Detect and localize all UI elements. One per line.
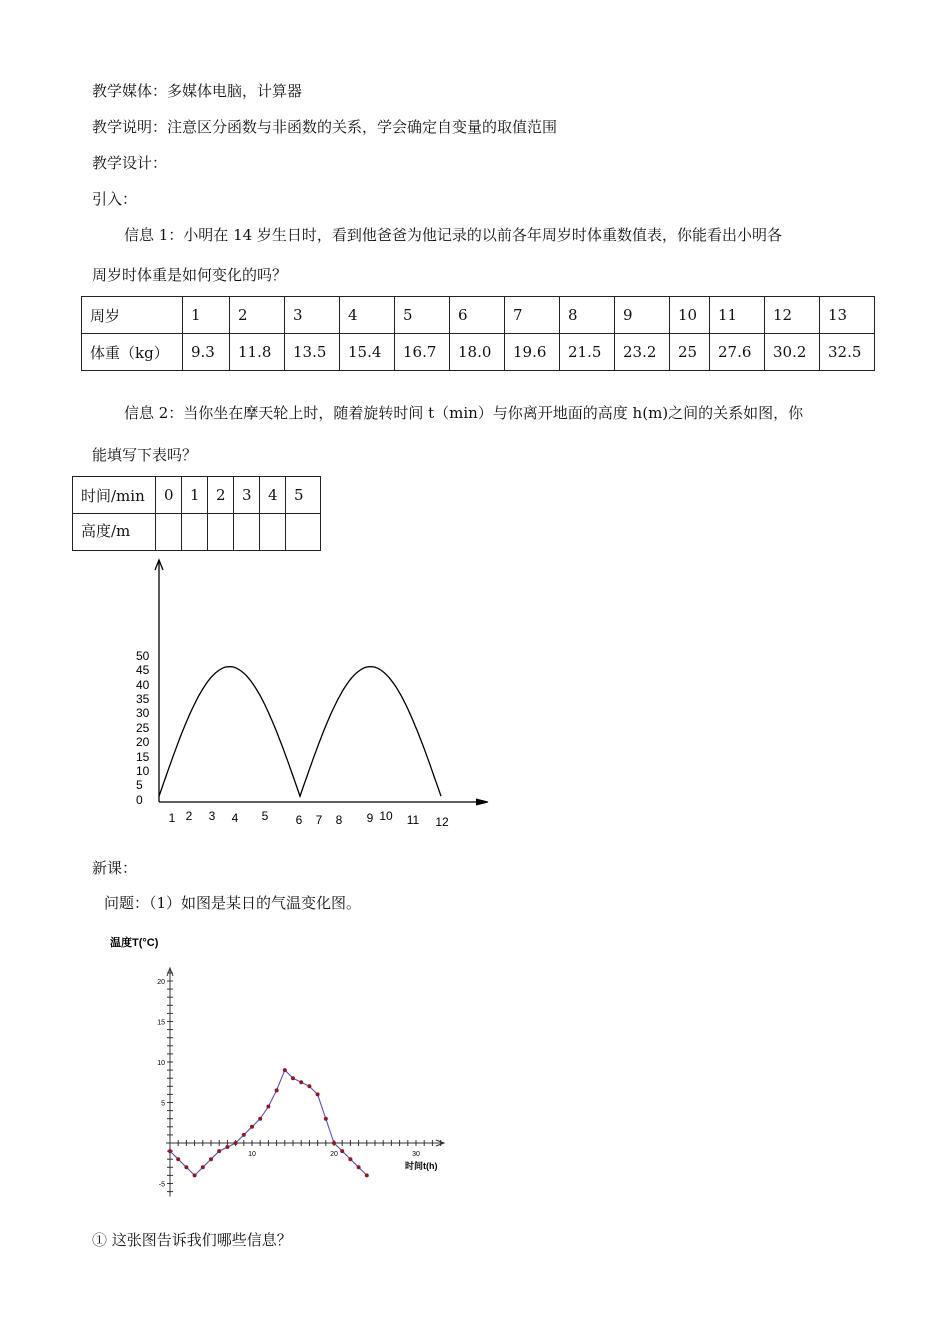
info1-line-b: 周岁时体重是如何变化的吗？ (92, 266, 288, 284)
weight-table-age-cell: 8 (560, 297, 615, 334)
temperature-point (250, 1125, 254, 1129)
weight-table-age-cell: 13 (820, 297, 875, 334)
weight-table-weight-cell: 18.0 (450, 334, 505, 371)
temperature-point (242, 1133, 246, 1137)
height-table-height-cell (286, 514, 321, 551)
temperature-point (184, 1165, 188, 1169)
x-tick-label: 11 (406, 813, 420, 827)
height-table-time-cell: 5 (286, 477, 321, 514)
weight-table-weight-cell: 9.3 (183, 334, 230, 371)
y-tick-label: -5 (158, 1181, 165, 1189)
weight-table-age-cell: 11 (710, 297, 765, 334)
temperature-point (340, 1149, 344, 1153)
temperature-point (266, 1105, 270, 1109)
height-table-time-cell: 0 (156, 477, 182, 514)
x-tick-label: 6 (295, 813, 303, 827)
x-tick-label: 10 (379, 809, 393, 823)
y-axis-title: 温度T(°C) (110, 937, 159, 949)
x-axis-title: 时间t(h) (405, 1161, 438, 1171)
y-tick-label: 5 (161, 1100, 165, 1108)
y-tick-label: 50 (136, 649, 150, 663)
temperature-point (324, 1117, 328, 1121)
x-axis-arrow (476, 799, 488, 805)
height-table-height-cell (260, 514, 286, 551)
x-tick-label: 7 (315, 813, 323, 827)
temperature-point (258, 1117, 262, 1121)
y-tick-label: 20 (157, 979, 165, 986)
temperature-line (170, 1070, 367, 1175)
newlesson-line: 新课： (92, 859, 138, 877)
x-tick-label: 4 (231, 811, 239, 825)
weight-table-weight-cell: 21.5 (560, 334, 615, 371)
temperature-point (225, 1145, 229, 1149)
ferris-wheel-chart (120, 552, 500, 837)
height-table-time-cell: 4 (260, 477, 286, 514)
temperature-point (275, 1088, 279, 1092)
x-tick-label: 2 (185, 809, 193, 823)
weight-table-weight-cell: 11.8 (230, 334, 285, 371)
temperature-point (291, 1076, 295, 1080)
weight-table-age-cell: 7 (505, 297, 560, 334)
weight-table-age-cell: 9 (615, 297, 670, 334)
x-tick-label: 30 (412, 1151, 420, 1158)
height-table-time-cell: 3 (234, 477, 260, 514)
temperature-point (234, 1141, 238, 1145)
y-tick-label: 20 (136, 735, 150, 749)
weight-table-weight-cell: 15.4 (340, 334, 395, 371)
temperature-point (299, 1080, 303, 1084)
weight-table-age-cell: 5 (395, 297, 450, 334)
info2-line-b: 能填写下表吗？ (92, 446, 198, 464)
info1-line-a: 信息 1：小明在 14 岁生日时，看到他爸爸为他记录的以前各年周岁时体重数值表，你能看出小明各 (124, 226, 782, 244)
temperature-point (209, 1157, 213, 1161)
temperature-chart (100, 928, 460, 1203)
temperature-point (193, 1173, 197, 1177)
question-line: 问题：（1）如图是某日的气温变化图。 (104, 894, 362, 912)
temperature-point (176, 1157, 180, 1161)
temperature-point (365, 1173, 369, 1177)
height-table-height-cell (208, 514, 234, 551)
y-tick-label: 10 (157, 1060, 165, 1067)
height-table-height-cell (234, 514, 260, 551)
x-tick-label: 20 (330, 1151, 338, 1158)
temperature-point (201, 1165, 205, 1169)
height-table-height-label: 高度/m (73, 514, 156, 551)
weight-table-weight-cell: 30.2 (765, 334, 820, 371)
weight-table-age-cell: 1 (183, 297, 230, 334)
x-tick-label: 1 (168, 811, 176, 825)
height-table-height-cell (156, 514, 182, 551)
weight-table-age-cell: 2 (230, 297, 285, 334)
weight-table-age-cell: 6 (450, 297, 505, 334)
temperature-point (307, 1084, 311, 1088)
x-tick-label: 3 (208, 809, 216, 823)
weight-table-age-cell: 10 (670, 297, 710, 334)
height-table (72, 476, 321, 551)
y-tick-label: 30 (136, 706, 150, 720)
temperature-point (332, 1141, 336, 1145)
weight-table-weight-cell: 27.6 (710, 334, 765, 371)
weight-table-weight-cell: 16.7 (395, 334, 450, 371)
media-line: 教学媒体：多媒体电脑，计算器 (92, 82, 303, 100)
temperature-point (168, 1149, 172, 1153)
weight-table-weight-cell: 32.5 (820, 334, 875, 371)
y-tick-label: 45 (136, 663, 150, 677)
weight-table-age-label: 周岁 (82, 297, 183, 334)
y-tick-label: 5 (136, 778, 143, 792)
y-tick-label: 15 (157, 1019, 165, 1027)
x-tick-label: 10 (248, 1151, 256, 1158)
intro-line: 引入： (92, 190, 138, 208)
temperature-point (283, 1068, 287, 1072)
weight-table-weight-label: 体重（kg） (82, 334, 183, 371)
y-tick-label: 35 (136, 692, 150, 706)
height-table-time-label: 时间/min (73, 477, 156, 514)
weight-table-age-cell: 4 (340, 297, 395, 334)
y-tick-label: 10 (136, 764, 150, 778)
weight-table-weight-cell: 19.6 (505, 334, 560, 371)
q1-line: ① 这张图告诉我们哪些信息？ (92, 1231, 292, 1249)
y-tick-label: 15 (136, 750, 150, 764)
explain-line: 教学说明：注意区分函数与非函数的关系，学会确定自变量的取值范围 (92, 118, 558, 136)
temperature-point (357, 1165, 361, 1169)
weight-table-age-cell: 3 (285, 297, 340, 334)
weight-table-age-cell: 12 (765, 297, 820, 334)
x-tick-label: 9 (366, 811, 374, 825)
weight-table-weight-cell: 23.2 (615, 334, 670, 371)
design-line: 教学设计： (92, 154, 168, 172)
height-curve (159, 667, 441, 797)
height-table-time-cell: 2 (208, 477, 234, 514)
x-tick-label: 12 (435, 815, 449, 829)
x-tick-label: 5 (261, 809, 269, 823)
temperature-point (348, 1157, 352, 1161)
weight-table (81, 296, 875, 371)
y-tick-label: 40 (136, 678, 150, 692)
temperature-point (316, 1092, 320, 1096)
temperature-point (217, 1149, 221, 1153)
y-tick-label: 25 (136, 721, 150, 735)
info2-line-a: 信息 2：当你坐在摩天轮上时，随着旋转时间 t（min）与你离开地面的高度 h(m)之间的关系如图，你 (124, 404, 804, 422)
weight-table-weight-cell: 25 (670, 334, 710, 371)
height-table-time-cell: 1 (182, 477, 208, 514)
y-tick-label: 0 (136, 793, 143, 807)
height-table-height-cell (182, 514, 208, 551)
x-tick-label: 8 (335, 813, 343, 827)
weight-table-weight-cell: 13.5 (285, 334, 340, 371)
